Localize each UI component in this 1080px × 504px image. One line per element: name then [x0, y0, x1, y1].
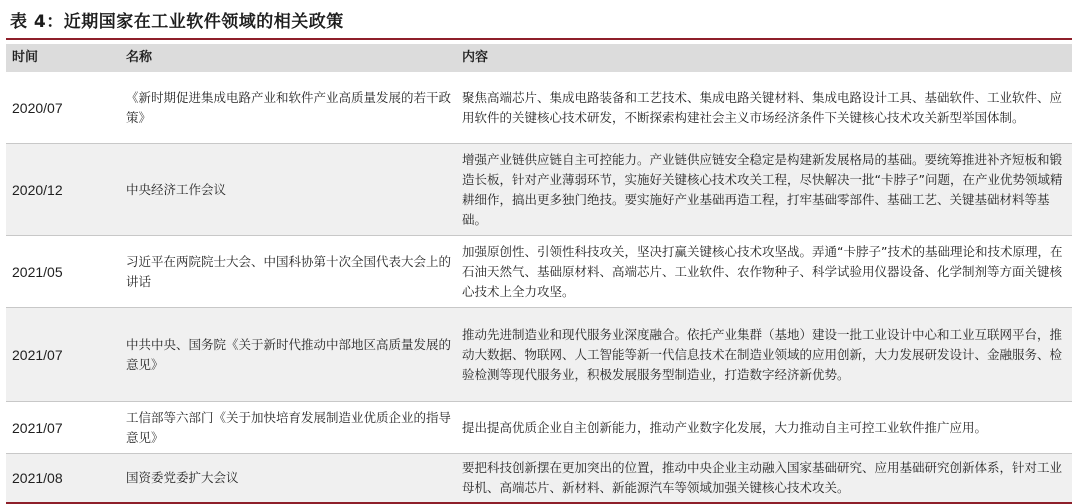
row-name: [126, 402, 456, 453]
row-content-text: 加强原创性、引领性科技攻关，坚决打赢关键核心技术攻坚战。弄通“卡脖子”技术的基础理论和技术原理，在石油天然气、基础原材料、高端芯片、工业软件、农作物种子、科学试验用仪器设备、化学制剂等方面关键核心技术上全力攻坚。: [462, 243, 1063, 299]
table-row: [6, 72, 1072, 144]
row-content-text: 要把科技创新摆在更加突出的位置，推动中央企业主动融入国家基础研究、应用基础研究创新体系，针对工业母机、高端芯片、新材料、新能源汽车等领域加强关键核心技术攻关。: [462, 460, 1063, 495]
table-row: [6, 308, 1072, 402]
row-name: [126, 72, 456, 143]
row-content: [462, 308, 1072, 401]
header-time: 时间: [12, 50, 39, 65]
row-name-text: 工信部等六部门《关于加快培育发展制造业优质企业的指导意见》: [126, 409, 452, 445]
row-content-text: 推动先进制造业和现代服务业深度融合。依托产业集群（基地）建设一批工业设计中心和工业互联网平台，推动大数据、物联网、人工智能等新一代信息技术在制造业领域的应用创新，大力发展研发设计、金融服务、检验检测等现代服务业，积极发展服务型制造业，打造数字经济新优势。: [462, 326, 1063, 382]
row-name-text: 中央经济工作会议: [126, 181, 227, 197]
row-content-text: 聚焦高端芯片、集成电路装备和工艺技术、集成电路关键材料、集成电路设计工具、基础软件、工业软件、应用软件的关键核心技术研发，不断探索构建社会主义市场经济条件下关键核心技术攻关新型举国体制。: [462, 89, 1063, 125]
row-name-text: 习近平在两院院士大会、中国科协第十次全国代表大会上的讲话: [126, 253, 452, 289]
table-row: [6, 236, 1072, 308]
row-content: [462, 454, 1072, 502]
row-content-text: 提出提高优质企业自主创新能力，推动产业数字化发展，大力推动自主可控工业软件推广应用。: [462, 419, 988, 435]
row-time: 2021/07: [12, 346, 63, 363]
row-name-text: 《新时期促进集成电路产业和软件产业高质量发展的若干政策》: [126, 89, 452, 125]
table-header-row: [6, 44, 1072, 72]
row-name: [126, 144, 456, 235]
table-row: [6, 402, 1072, 454]
row-content: [462, 236, 1072, 307]
row-content: [462, 144, 1072, 235]
row-name: [126, 454, 456, 502]
table-row: [6, 144, 1072, 236]
row-name-text: 国资委党委扩大会议: [126, 470, 239, 485]
row-time: 2021/08: [12, 470, 63, 486]
row-content: [462, 72, 1072, 143]
header-name: 名称: [126, 50, 153, 65]
table-row: [6, 454, 1072, 502]
row-content-text: 增强产业链供应链自主可控能力。产业链供应链安全稳定是构建新发展格局的基础。要统筹推进补齐短板和锻造长板，针对产业薄弱环节，实施好关键核心技术攻关工程，尽快解决一批“卡脖子”问题，在产业优势领域精耕细作，搞出更多独门绝技。要实施好产业基础再造工程，打牢基础零部件、基础工艺、关键基础材料等基础。: [462, 151, 1063, 227]
header-content: 内容: [462, 50, 489, 65]
row-time: 2020/12: [12, 181, 63, 198]
row-time: 2020/07: [12, 99, 63, 116]
row-name: [126, 236, 456, 307]
row-time: 2021/07: [12, 419, 63, 436]
row-name: [126, 308, 456, 401]
table-body: [6, 72, 1072, 502]
title-divider: [6, 38, 1072, 40]
row-content: [462, 402, 1072, 453]
row-time: 2021/05: [12, 263, 63, 280]
table-title: 表 4：近期国家在工业软件领域的相关政策: [10, 12, 344, 32]
row-name-text: 中共中央、国务院《关于新时代推动中部地区高质量发展的意见》: [126, 336, 452, 372]
